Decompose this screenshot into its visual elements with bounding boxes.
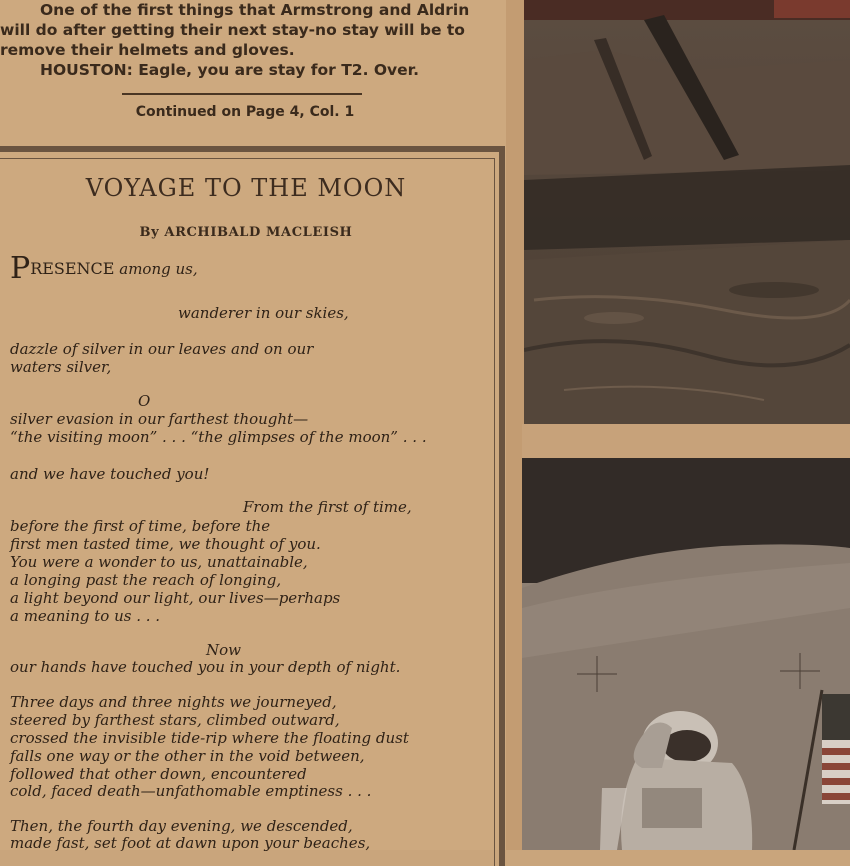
- lunar-module-photo: [524, 0, 850, 424]
- poem-line: cold, faced death—unfathomable emptiness . . .: [10, 782, 372, 800]
- poem-line: our hands have touched you in your depth of night.: [10, 658, 401, 676]
- article-line: will do after getting their next stay-no stay will be to: [0, 21, 465, 39]
- poem-byline: By ARCHIBALD MACLEISH: [139, 225, 353, 240]
- poem-line: dazzle of silver in our leaves and on our: [10, 340, 314, 358]
- article-text: [0, 0, 510, 80]
- poem-line: a meaning to us . . .: [10, 607, 161, 625]
- astronaut-flag-photo: [522, 458, 850, 850]
- continued-note: Continued on Page 4, Col. 1: [135, 104, 355, 120]
- poem-line: O: [138, 392, 151, 410]
- article-line: HOUSTON: Eagle, you are stay for T2. Over.: [40, 61, 419, 79]
- poem-line: first men tasted time, we thought of you.: [10, 535, 321, 553]
- drop-cap: P: [10, 251, 31, 286]
- poem-line: silver evasion in our farthest thought—: [10, 410, 309, 428]
- poem-line: a light beyond our light, our lives—perhaps: [10, 589, 341, 607]
- poem-line: PRESENCE among us,: [10, 251, 198, 286]
- poem-line: Three days and three nights we journeyed,: [10, 693, 337, 711]
- poem-line: You were a wonder to us, unattainable,: [10, 553, 308, 571]
- poem-line: Then, the fourth day evening, we descended,: [10, 817, 353, 835]
- poem-line: made fast, set foot at dawn upon your beaches,: [10, 834, 371, 852]
- poem-line: “the visiting moon” . . . “the glimpses of the moon” . . .: [10, 428, 427, 446]
- poem-line: and we have touched you!: [10, 465, 210, 483]
- photo-gap: [522, 424, 850, 458]
- poem-line: From the first of time,: [243, 498, 412, 516]
- astronaut-image: [522, 458, 850, 850]
- poem-line: steered by farthest stars, climbed outward,: [10, 711, 340, 729]
- poem-line: falls one way or the other in the void between,: [10, 747, 365, 765]
- lunar-surface-image: [524, 0, 850, 424]
- flag-icon: [822, 694, 850, 804]
- poem-first-word: RESENCE: [30, 259, 115, 278]
- article-line: remove their helmets and gloves.: [0, 41, 295, 59]
- article-line: One of the first things that Armstrong and Aldrin: [40, 1, 470, 19]
- poem-line: crossed the invisible tide-rip where the floating dust: [10, 729, 409, 747]
- poem-line: Now: [206, 641, 241, 659]
- poem-title: VOYAGE TO THE MOON: [85, 174, 407, 202]
- poem-line: before the first of time, before the: [10, 517, 271, 535]
- poem-line: followed that other down, encountered: [10, 765, 307, 783]
- poem-line: wanderer in our skies,: [178, 304, 349, 322]
- poem-line: waters silver,: [10, 358, 112, 376]
- divider: [122, 93, 362, 95]
- poem-line: a longing past the reach of longing,: [10, 571, 282, 589]
